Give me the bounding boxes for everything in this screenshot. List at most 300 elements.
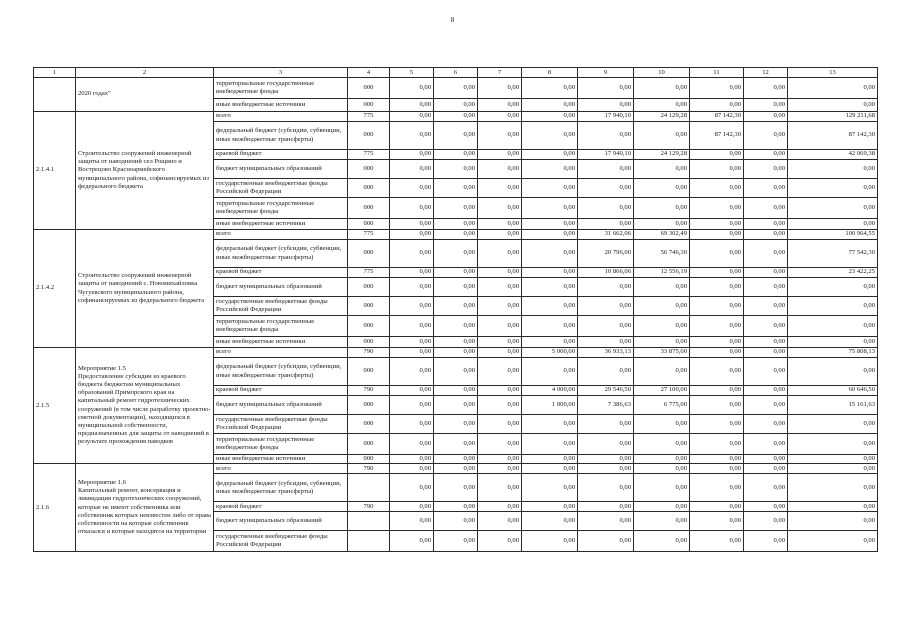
- amount-cell: 0,00: [690, 219, 744, 230]
- amount-cell: 0,00: [478, 455, 522, 464]
- amount-cell: 0,00: [434, 396, 478, 415]
- amount-cell: 0,00: [390, 99, 434, 112]
- budget-code: 000: [348, 198, 390, 219]
- amount-cell: 0,00: [434, 268, 478, 278]
- amount-cell: 0,00: [744, 316, 788, 337]
- amount-cell: 0,00: [690, 464, 744, 474]
- activity-name-text: Мероприятие 1.5 Предоставление субсидии из краевого бюджета бюджетам муниципальных образований Приморского края на капитальный ремонт гидротехнических сооружений (в том числе разработку проектно-сметной документации), находящихся в муниципальной собственности, предназначенных для защиты от наводнений в результате прохождения паводков: [78, 365, 211, 445]
- amount-cell: 0,00: [522, 297, 578, 316]
- amount-cell: 0,00: [390, 415, 434, 434]
- funding-source: всего: [214, 112, 348, 122]
- amount-cell: 0,00: [578, 179, 634, 198]
- funding-source: краевой бюджет: [214, 386, 348, 396]
- budget-code: 775: [348, 230, 390, 240]
- amount-cell: 0,00: [390, 297, 434, 316]
- amount-cell: 0,00: [478, 160, 522, 179]
- amount-cell: 0,00: [578, 502, 634, 512]
- amount-cell: 0,00: [522, 78, 578, 99]
- amount-cell: 0,00: [522, 122, 578, 150]
- budget-code: 790: [348, 386, 390, 396]
- amount-cell: 0,00: [690, 512, 744, 531]
- amount-cell: 0,00: [690, 316, 744, 337]
- column-number-header: 5: [390, 68, 434, 78]
- amount-cell: 0,00: [390, 464, 434, 474]
- amount-cell: 0,00: [434, 455, 478, 464]
- amount-cell: 0,00: [690, 297, 744, 316]
- total-amount: 0,00: [788, 434, 878, 455]
- row-index: 2.1.4.1: [34, 112, 76, 230]
- amount-cell: 0,00: [434, 122, 478, 150]
- amount-cell: 0,00: [634, 474, 690, 502]
- activity-name: [76, 348, 214, 464]
- amount-cell: 0,00: [744, 531, 788, 552]
- total-amount: 0,00: [788, 278, 878, 297]
- total-amount: 0,00: [788, 179, 878, 198]
- activity-name-text: 2020 годах": [78, 90, 111, 98]
- amount-cell: 0,00: [478, 219, 522, 230]
- amount-cell: 27 100,00: [634, 386, 690, 396]
- amount-cell: 0,00: [434, 112, 478, 122]
- funding-source: иные внебюджетные источники: [214, 99, 348, 112]
- amount-cell: 0,00: [434, 179, 478, 198]
- amount-cell: 0,00: [522, 415, 578, 434]
- amount-cell: 0,00: [744, 502, 788, 512]
- amount-cell: 0,00: [690, 198, 744, 219]
- funding-source: государственные внебюджетные фонды Российской Федерации: [214, 297, 348, 316]
- column-number-header: 1: [34, 68, 76, 78]
- budget-code: 000: [348, 160, 390, 179]
- amount-cell: 0,00: [522, 160, 578, 179]
- amount-cell: 29 546,50: [578, 386, 634, 396]
- amount-cell: 0,00: [390, 348, 434, 358]
- amount-cell: 7 386,63: [578, 396, 634, 415]
- column-number-header: 3: [214, 68, 348, 78]
- funding-source: федеральный бюджет (субсидии, субвенции, иные межбюджетные трансферты): [214, 122, 348, 150]
- amount-cell: 0,00: [744, 386, 788, 396]
- amount-cell: 17 940,10: [578, 112, 634, 122]
- amount-cell: 0,00: [478, 396, 522, 415]
- funding-source: бюджет муниципальных образований: [214, 278, 348, 297]
- amount-cell: 0,00: [434, 198, 478, 219]
- amount-cell: 0,00: [744, 78, 788, 99]
- amount-cell: 0,00: [690, 150, 744, 160]
- amount-cell: 0,00: [434, 99, 478, 112]
- amount-cell: 0,00: [744, 112, 788, 122]
- amount-cell: 0,00: [634, 455, 690, 464]
- amount-cell: 0,00: [478, 179, 522, 198]
- amount-cell: 0,00: [478, 386, 522, 396]
- amount-cell: 0,00: [578, 122, 634, 150]
- total-amount: 60 646,50: [788, 386, 878, 396]
- amount-cell: 0,00: [478, 434, 522, 455]
- amount-cell: 0,00: [744, 160, 788, 179]
- amount-cell: 0,00: [578, 99, 634, 112]
- budget-code: 000: [348, 415, 390, 434]
- amount-cell: 24 129,28: [634, 150, 690, 160]
- amount-cell: 0,00: [690, 415, 744, 434]
- amount-cell: 0,00: [522, 230, 578, 240]
- funding-source: краевой бюджет: [214, 502, 348, 512]
- amount-cell: 0,00: [634, 316, 690, 337]
- amount-cell: 0,00: [578, 198, 634, 219]
- amount-cell: 0,00: [744, 434, 788, 455]
- budget-code: 790: [348, 502, 390, 512]
- column-number-header: 9: [578, 68, 634, 78]
- amount-cell: 0,00: [478, 464, 522, 474]
- amount-cell: 0,00: [390, 474, 434, 502]
- amount-cell: 0,00: [634, 179, 690, 198]
- amount-cell: 0,00: [434, 240, 478, 268]
- amount-cell: 0,00: [578, 316, 634, 337]
- amount-cell: 0,00: [390, 160, 434, 179]
- table-row: [34, 348, 878, 358]
- amount-cell: 0,00: [390, 230, 434, 240]
- amount-cell: 0,00: [522, 112, 578, 122]
- amount-cell: 0,00: [478, 297, 522, 316]
- amount-cell: 0,00: [690, 502, 744, 512]
- amount-cell: 0,00: [478, 348, 522, 358]
- amount-cell: 0,00: [690, 160, 744, 179]
- row-index: 2.1.6: [34, 464, 76, 552]
- amount-cell: 0,00: [578, 474, 634, 502]
- activity-name-text: Строительство сооружений инженерной защиты от наводнений с. Новомихайловка Чугуевского муниципального района, софинансируемых из федерального бюджета: [78, 272, 205, 304]
- amount-cell: 0,00: [522, 474, 578, 502]
- funding-source: территориальные государственные внебюджетные фонды: [214, 78, 348, 99]
- amount-cell: 0,00: [634, 415, 690, 434]
- row-index: 2.1.4.2: [34, 230, 76, 348]
- amount-cell: 0,00: [434, 502, 478, 512]
- activity-name: [76, 112, 214, 230]
- total-amount: 129 211,68: [788, 112, 878, 122]
- amount-cell: 0,00: [634, 78, 690, 99]
- total-amount: 75 808,13: [788, 348, 878, 358]
- amount-cell: 0,00: [522, 531, 578, 552]
- column-number-header: 12: [744, 68, 788, 78]
- amount-cell: 0,00: [578, 78, 634, 99]
- amount-cell: 0,00: [478, 474, 522, 502]
- amount-cell: 0,00: [390, 512, 434, 531]
- amount-cell: 0,00: [390, 316, 434, 337]
- amount-cell: 0,00: [390, 358, 434, 386]
- budget-code: 790: [348, 464, 390, 474]
- budget-code: 775: [348, 150, 390, 160]
- budget-table: [33, 67, 878, 552]
- funding-source: государственные внебюджетные фонды Российской Федерации: [214, 531, 348, 552]
- amount-cell: 0,00: [578, 337, 634, 348]
- amount-cell: 0,00: [578, 434, 634, 455]
- budget-code: [348, 512, 390, 531]
- table-row: [34, 78, 878, 99]
- amount-cell: 0,00: [434, 415, 478, 434]
- amount-cell: 0,00: [478, 531, 522, 552]
- budget-code: 790: [348, 348, 390, 358]
- amount-cell: 17 940,10: [578, 150, 634, 160]
- amount-cell: 0,00: [522, 150, 578, 160]
- total-amount: 0,00: [788, 297, 878, 316]
- amount-cell: 20 796,00: [578, 240, 634, 268]
- amount-cell: 0,00: [434, 348, 478, 358]
- amount-cell: 0,00: [478, 502, 522, 512]
- amount-cell: 0,00: [690, 386, 744, 396]
- amount-cell: 0,00: [744, 179, 788, 198]
- amount-cell: 0,00: [578, 464, 634, 474]
- funding-source: федеральный бюджет (субсидии, субвенции, иные межбюджетные трансферты): [214, 240, 348, 268]
- amount-cell: 0,00: [634, 122, 690, 150]
- amount-cell: 0,00: [690, 179, 744, 198]
- budget-code: 000: [348, 316, 390, 337]
- amount-cell: 12 556,19: [634, 268, 690, 278]
- amount-cell: 0,00: [578, 278, 634, 297]
- total-amount: 0,00: [788, 474, 878, 502]
- amount-cell: 0,00: [690, 278, 744, 297]
- budget-code: 000: [348, 297, 390, 316]
- table-row: [34, 464, 878, 474]
- amount-cell: 0,00: [478, 240, 522, 268]
- budget-code: 000: [348, 434, 390, 455]
- amount-cell: 69 302,49: [634, 230, 690, 240]
- amount-cell: 0,00: [390, 278, 434, 297]
- amount-cell: 0,00: [744, 150, 788, 160]
- amount-cell: 0,00: [744, 240, 788, 268]
- amount-cell: 0,00: [578, 160, 634, 179]
- amount-cell: 0,00: [478, 198, 522, 219]
- total-amount: 0,00: [788, 502, 878, 512]
- amount-cell: 0,00: [434, 531, 478, 552]
- column-number-header: 7: [478, 68, 522, 78]
- amount-cell: 0,00: [390, 531, 434, 552]
- amount-cell: 0,00: [522, 434, 578, 455]
- amount-cell: 0,00: [690, 240, 744, 268]
- budget-code: 000: [348, 179, 390, 198]
- amount-cell: 0,00: [390, 240, 434, 268]
- funding-source: государственные внебюджетные фонды Российской Федерации: [214, 415, 348, 434]
- amount-cell: 0,00: [634, 358, 690, 386]
- amount-cell: 0,00: [434, 434, 478, 455]
- amount-cell: 0,00: [434, 512, 478, 531]
- funding-source: всего: [214, 230, 348, 240]
- funding-source: территориальные государственные внебюджетные фонды: [214, 316, 348, 337]
- amount-cell: 0,00: [434, 78, 478, 99]
- budget-code: 000: [348, 396, 390, 415]
- amount-cell: 0,00: [390, 386, 434, 396]
- amount-cell: 0,00: [744, 230, 788, 240]
- amount-cell: 0,00: [634, 502, 690, 512]
- amount-cell: 0,00: [478, 150, 522, 160]
- amount-cell: 0,00: [578, 219, 634, 230]
- budget-code: 000: [348, 337, 390, 348]
- budget-code: 000: [348, 358, 390, 386]
- funding-source: краевой бюджет: [214, 150, 348, 160]
- amount-cell: 0,00: [478, 230, 522, 240]
- amount-cell: 56 746,30: [634, 240, 690, 268]
- amount-cell: 0,00: [478, 316, 522, 337]
- amount-cell: 0,00: [578, 531, 634, 552]
- total-amount: 0,00: [788, 99, 878, 112]
- funding-source: территориальные государственные внебюджетные фонды: [214, 198, 348, 219]
- amount-cell: 0,00: [522, 219, 578, 230]
- amount-cell: 0,00: [478, 112, 522, 122]
- amount-cell: 0,00: [390, 122, 434, 150]
- total-amount: 87 142,30: [788, 122, 878, 150]
- budget-code: 000: [348, 78, 390, 99]
- amount-cell: 0,00: [634, 512, 690, 531]
- column-number-header: 2: [76, 68, 214, 78]
- budget-code: 000: [348, 99, 390, 112]
- amount-cell: 0,00: [634, 99, 690, 112]
- amount-cell: 0,00: [522, 99, 578, 112]
- activity-name: [76, 78, 214, 112]
- amount-cell: 0,00: [434, 316, 478, 337]
- budget-code: 000: [348, 455, 390, 464]
- amount-cell: 0,00: [690, 337, 744, 348]
- amount-cell: 0,00: [744, 512, 788, 531]
- funding-source: федеральный бюджет (субсидии, субвенции, иные межбюджетные трансферты): [214, 358, 348, 386]
- amount-cell: 0,00: [390, 78, 434, 99]
- amount-cell: 0,00: [522, 179, 578, 198]
- amount-cell: 0,00: [390, 434, 434, 455]
- amount-cell: 0,00: [390, 179, 434, 198]
- table-row: [34, 230, 878, 240]
- amount-cell: 0,00: [578, 455, 634, 464]
- column-number-header: 13: [788, 68, 878, 78]
- amount-cell: 0,00: [390, 112, 434, 122]
- budget-code: 775: [348, 268, 390, 278]
- funding-source: иные внебюджетные источники: [214, 337, 348, 348]
- total-amount: 42 069,38: [788, 150, 878, 160]
- amount-cell: 0,00: [634, 198, 690, 219]
- amount-cell: 0,00: [478, 99, 522, 112]
- total-amount: 0,00: [788, 316, 878, 337]
- amount-cell: 0,00: [434, 297, 478, 316]
- amount-cell: 0,00: [478, 358, 522, 386]
- amount-cell: 0,00: [434, 219, 478, 230]
- total-amount: 100 964,55: [788, 230, 878, 240]
- amount-cell: 0,00: [434, 337, 478, 348]
- amount-cell: 33 875,00: [634, 348, 690, 358]
- amount-cell: 0,00: [478, 512, 522, 531]
- amount-cell: 0,00: [744, 337, 788, 348]
- amount-cell: 0,00: [434, 464, 478, 474]
- budget-code: 000: [348, 278, 390, 297]
- amount-cell: 0,00: [390, 219, 434, 230]
- amount-cell: 1 000,00: [522, 396, 578, 415]
- total-amount: 0,00: [788, 464, 878, 474]
- amount-cell: 0,00: [434, 358, 478, 386]
- funding-source: всего: [214, 348, 348, 358]
- amount-cell: 0,00: [690, 230, 744, 240]
- funding-source: бюджет муниципальных образований: [214, 396, 348, 415]
- amount-cell: 0,00: [690, 455, 744, 464]
- budget-code: [348, 531, 390, 552]
- column-number-header: 4: [348, 68, 390, 78]
- funding-source: территориальные государственные внебюджетные фонды: [214, 434, 348, 455]
- amount-cell: 0,00: [744, 455, 788, 464]
- amount-cell: 0,00: [744, 122, 788, 150]
- amount-cell: 0,00: [690, 434, 744, 455]
- amount-cell: 0,00: [522, 455, 578, 464]
- amount-cell: 0,00: [690, 99, 744, 112]
- amount-cell: 0,00: [522, 502, 578, 512]
- amount-cell: 0,00: [522, 278, 578, 297]
- amount-cell: 24 129,28: [634, 112, 690, 122]
- amount-cell: 0,00: [744, 99, 788, 112]
- column-number-header: 8: [522, 68, 578, 78]
- amount-cell: 87 142,30: [690, 122, 744, 150]
- amount-cell: 0,00: [522, 240, 578, 268]
- total-amount: 23 422,25: [788, 268, 878, 278]
- amount-cell: 0,00: [744, 219, 788, 230]
- header-row: [34, 68, 878, 78]
- funding-source: краевой бюджет: [214, 268, 348, 278]
- amount-cell: 0,00: [578, 512, 634, 531]
- amount-cell: 5 000,00: [522, 348, 578, 358]
- amount-cell: 0,00: [634, 160, 690, 179]
- amount-cell: 0,00: [578, 297, 634, 316]
- amount-cell: 0,00: [634, 434, 690, 455]
- amount-cell: 0,00: [522, 337, 578, 348]
- amount-cell: 0,00: [478, 337, 522, 348]
- amount-cell: 0,00: [434, 160, 478, 179]
- amount-cell: 0,00: [744, 474, 788, 502]
- amount-cell: 0,00: [634, 531, 690, 552]
- amount-cell: 0,00: [522, 464, 578, 474]
- amount-cell: 0,00: [522, 316, 578, 337]
- amount-cell: 87 142,30: [690, 112, 744, 122]
- amount-cell: 0,00: [634, 337, 690, 348]
- amount-cell: 0,00: [390, 268, 434, 278]
- amount-cell: 0,00: [390, 150, 434, 160]
- row-index: 2.1.5: [34, 348, 76, 464]
- amount-cell: 0,00: [478, 122, 522, 150]
- amount-cell: 0,00: [478, 415, 522, 434]
- amount-cell: 0,00: [744, 396, 788, 415]
- column-number-header: 10: [634, 68, 690, 78]
- amount-cell: 4 000,00: [522, 386, 578, 396]
- page-number: 8: [450, 16, 455, 24]
- total-amount: 0,00: [788, 512, 878, 531]
- column-number-header: 11: [690, 68, 744, 78]
- amount-cell: 6 775,00: [634, 396, 690, 415]
- amount-cell: 0,00: [434, 278, 478, 297]
- total-amount: 0,00: [788, 358, 878, 386]
- funding-source: бюджет муниципальных образований: [214, 512, 348, 531]
- activity-name: [76, 464, 214, 552]
- funding-source: бюджет муниципальных образований: [214, 160, 348, 179]
- amount-cell: 0,00: [434, 230, 478, 240]
- amount-cell: 0,00: [478, 78, 522, 99]
- budget-code: 775: [348, 112, 390, 122]
- total-amount: 0,00: [788, 531, 878, 552]
- funding-source: иные внебюджетные источники: [214, 455, 348, 464]
- amount-cell: 0,00: [744, 297, 788, 316]
- amount-cell: 0,00: [690, 78, 744, 99]
- amount-cell: 0,00: [744, 268, 788, 278]
- budget-code: 000: [348, 219, 390, 230]
- total-amount: 0,00: [788, 198, 878, 219]
- total-amount: 15 161,63: [788, 396, 878, 415]
- amount-cell: 0,00: [390, 396, 434, 415]
- amount-cell: 0,00: [478, 268, 522, 278]
- amount-cell: 0,00: [744, 348, 788, 358]
- amount-cell: 0,00: [390, 198, 434, 219]
- row-index: [34, 78, 76, 112]
- funding-source: государственные внебюджетные фонды Российской Федерации: [214, 179, 348, 198]
- amount-cell: 0,00: [744, 358, 788, 386]
- amount-cell: 0,00: [434, 386, 478, 396]
- amount-cell: 0,00: [634, 278, 690, 297]
- amount-cell: 0,00: [690, 348, 744, 358]
- total-amount: 77 542,30: [788, 240, 878, 268]
